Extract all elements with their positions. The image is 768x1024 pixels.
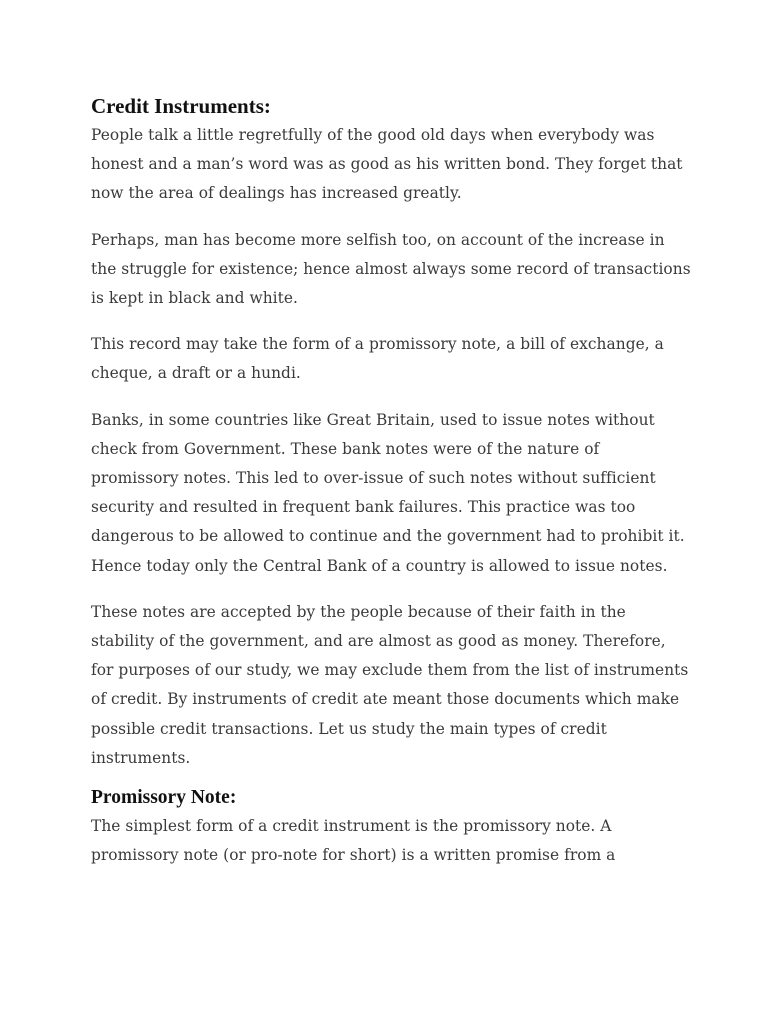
section-heading-promissory-note: Promissory Note: <box>91 787 237 809</box>
section-heading-credit-instruments: Credit Instruments: <box>91 94 271 118</box>
paragraph-bank-notes: Banks, in some countries like Great Britain, used to issue notes without check from Government. These bank notes were of the nature of promissory notes. This led to over-issue of such notes without sufficient security and resulted in frequent bank failures. This practice was too dangerous to be allowed to continue and the government had to prohibit it. Hence today only the Central Bank of a country is allowed to issue notes. <box>91 410 685 575</box>
paragraph-promissory-note: The simplest form of a credit instrument is the promissory note. A promissory note (or pro-note for short) is a written promise from a <box>91 817 616 865</box>
paragraph-record-forms: This record may take the form of a promissory note, a bill of exchange, a cheque, a draft or a hundi. <box>91 335 664 383</box>
document-page <box>91 92 691 870</box>
paragraph-good-old-days: People talk a little regretfully of the good old days when everybody was honest and a man’s word was as good as his written bond. They forget that now the area of dealings has increased greatly. <box>91 126 683 203</box>
paragraph-notes-accepted: These notes are accepted by the people because of their faith in the stability of the government, and are almost as good as money. Therefore, for purposes of our study, we may exclude them from the list of instruments of credit. By instruments of credit ate meant those documents which make possible credit transactions. Let us study the main types of credit instruments. <box>91 602 689 767</box>
paragraph-selfish: Perhaps, man has become more selfish too, on account of the increase in the struggle for existence; hence almost always some record of transactions is kept in black and white. <box>91 230 691 308</box>
